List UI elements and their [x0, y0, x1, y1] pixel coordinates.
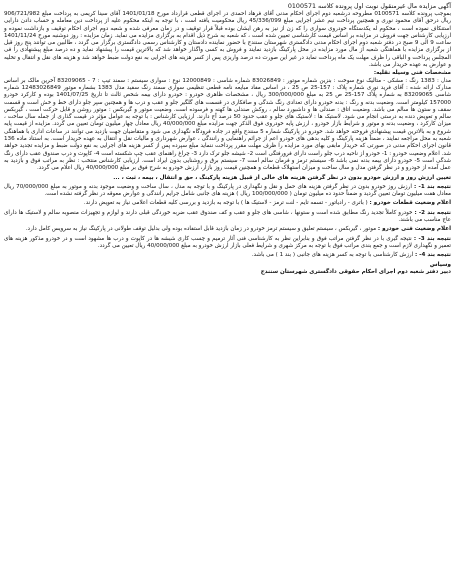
result-label: نتیجه بند 1- :	[414, 183, 452, 190]
result-item	[4, 236, 451, 251]
result-item	[4, 210, 451, 225]
result-label: نتیجه بند 4- :	[414, 252, 451, 259]
result-item	[4, 226, 451, 233]
result-text: ارزش روز خودرو بدون در نظر گرفتن هزینه های حمل و نقل و نگهداری در پارکینگ و با توجه به مدل ، سال ساخت و وضعیت موجود بدنه و موتور به مبلغ 70/000/000 ریال معادل هفت میلیون تومان تعیین گردید و ضمناً حدود ده میلیون تومان ( 100/000/000 ریال ) هزینه های جانبی شامل جرایم رانندگی و عوارض معوقه در نظر گرفته نشده است.	[4, 183, 451, 198]
result-text: ارزش کارشناسی با توجه به کسر هزینه های جانبی ( بند 1 ) می باشد.	[251, 252, 414, 259]
result-label: اعلام وضعیت فنی خودرو :	[377, 226, 451, 233]
result-item	[4, 184, 451, 199]
results-list	[4, 184, 451, 260]
result-label: نتیجه بند 3- :	[413, 235, 451, 242]
assessment-heading: تعیین ارزش روز و ارزش خودرو بدون در نظر گرفتن هزینه های خالی از قبیل هزینه پارکینگ ، حق و انتقال ، بیمه ، ثبت ، ...	[113, 174, 451, 181]
result-item	[4, 252, 451, 259]
result-label: اعلام وضعیت قطعات خودرو :	[369, 200, 451, 207]
notice-title: آگهی مزایده مال غیرمنقول نوبت اول پرونده کلاسه 0100571	[287, 3, 451, 10]
result-label: نتیجه بند 2- :	[414, 209, 452, 216]
result-text: نتیجه گیری با در نظر گرفتن مراتب فوق و بنابراین نظر به کارشناسی فنی آثار ترمیم و چسب کاری شیشه ها در کاپوت و درب ها مشهود است و در خودرو مذکور هزینه های تعمیر و نگهداری لازم است و جمع بندی مراتب فوق با توجه به مرکز شهری و شرایط فعلی بازار ارزش خودرو به مبلغ 40/000/000 ریال تعیین می گردد.	[4, 235, 451, 249]
result-text: موتور ، گیربکس ، سیستم تعلیق و سیستم ترمز خودرو در زمان بازدید قابل استفاده بوده ولی بدلیل توقف طولانی در پارکینگ نیاز به سرویس کامل دارد.	[25, 226, 377, 233]
result-item	[4, 200, 451, 207]
signature-line: دبیر دفتر شعبه دوم اجرای احکام حقوقی دادگستری شهرستان سنندج	[260, 268, 451, 275]
result-text: ( باتری - رادیاتور - تسمه تایم - لنت ترمز - لاستیک ها ) با توجه به بازدید و بررسی کلیه قطعات اعلامی نیاز به تعویض دارند.	[83, 200, 368, 207]
case-intro-paragraph: بموجب پرونده کلاسه 0100571 مطروحه درشعبه دوم اجرای احکام مدنی آقای فرهاد احمدی در اجرای قطعی قرارداد مورخ 1401/01/18 آقای سینا کریمی به پرداخت مبلغ 906/721/982 ریال درحق آقای محمود نوری و همچنین پرداخت نیم عشر اجرایی مبلغ 45/336/099 ریال محکومیت یافته است ، با توجه به اینکه محکوم علیه از پرداخت دین معامله و حساب دادن دارایی استنکاف نموده است ، محکوم له یکدستگاه خودروی سواری را که زن از نیز به رهن ایشان بوده قبلاً قرار توقیف و در زمان معرفی شده و شعبه دوم اجرای احکام توقیف و بازداشت نموده و ارزیابی کارشناس جهت فروش در مزایده بر اساس قیمت کارشناسی تعیین شده است ، که شعبه به شرح ذیل اقدام به برگزاری مزایده می نماید. زمان مزایده : روز دوشنبه مورخ 1401/11/24 ساعت 9 الی 9 صبح در دفتر شعبه دوم اجرای احکام مدنی دادگستری شهرستان سنندج با حضور نماینده دادستان و کارشناس رسمی دادگستری برگزار می گردد ، طالبین می توانند پنج روز قبل از برگزاری مزایده با هماهنگی شعبه از مال مورد مزایده در محل پارکینگ بازدید نمایند و فروش به کسی واگذار خواهد شد که بالاترین قیمت را پیشنهاد نماید و ده درصد مبلغ پیشنهادی را فی المجلس پرداخت و الباقی را ظرف مهلت یک ماه پرداخت نماید در غیر این صورت ده درصد واریزی پس از کسر هزینه های اجرایی به نفع دولت ضبط خواهد شد و هزینه های نقل و انتقال و تخلیه و عوارض به عهده خریدار می باشد.	[4, 11, 452, 69]
signature-word: وسیاس	[429, 261, 451, 268]
specs-paragraph: مدل : 1383 رنگ : مشکی - متالیک نوع سوخت : بنزین شماره موتور : 83026849 شماره شاسی : 12000849 نوع : سواری سیستم : سمند تیپ : 7 - 83209065 آخرین مالک بر اساس مدارک ارائه شده : آقای فرید نوری شماره پلاک : 157-25 ص 25 ، در اساس مفاد مبایعه نامه قطعی تنظیمی سواری سمند رنگ سفید مدل 1383 بشماره موتور 12483026849 شماره شاسی 83209065 به شماره پلاک 157-25 ص 25 به مبلغ 300/000/000 ریال ، مشخصات ظاهری خودرو : خودرو دارای بیمه شخص ثالث تا تاریخ 1401/07/25 بوده و کارکرد خودرو 157000 کیلومتر است. وضعیت بدنه و رنگ : بدنه خودرو دارای تعدادی رنگ شدگی و صافکاری در قسمت های گلگیر جلو و عقب و درب ها و همچنین سپر جلو دارای خط و خش است و قسمت سقف و ستون ها سالم می باشد. وضعیت اتاق : صندلی ها و داشبورد سالم ، روکش صندلی ها کهنه و فرسوده است. وضعیت موتور و گیربکس : موتور روشن و قابل حرکت است ، گیربکس سالم و تعویض دنده به درستی انجام می شود. لاستیک ها : لاستیک های جلو و عقب حدود 50 درصد آج دارند. ارزیابی کارشناس : با توجه به عوامل مؤثر در قیمت گذاری از جمله سال ساخت ، میزان کارکرد ، وضعیت بدنه و موتور و شرایط بازار خودرو ، ارزش پایه خودروی فوق الذکر جهت مزایده مبلغ 40/000/000 ریال معادل چهار میلیون تومان تعیین می گردد. مزایده از قیمت پایه شروع و به بالاترین قیمت پیشنهادی فروخته خواهد شد. خودرو در پارکینگ شماره 5 سنندج واقع در جاده فرودگاه نگهداری می شود و متقاضیان جهت بازدید می توانند در ساعات اداری با هماهنگی شعبه به محل مراجعه نمایند ، ضمناً هزینه پارکینگ و کلیه بدهی های خودرو اعم از جرائم راهنمایی و رانندگی ، عوارض شهرداری و مالیات نقل و انتقال به عهده خریدار است. به استناد ماده 136 قانون اجرای احکام مدنی در صورتی که خریدار مابقی بهای مورد مزایده را ظرف مهلت مقرر پرداخت ننماید مبلغ سپرده پس از کسر هزینه های اجرایی به نفع دولت ضبط و مزایده تجدید خواهد شد. اعلام وضعیت خودرو : 1- خودرو از ناحیه درب جلو راست دارای فرورفتگی است 2- شیشه جلو ترک دارد 3- چراغ راهنمای عقب چپ شکسته است 4- کاپوت و درب صندوق عقب دارای رنگ شدگی است 5- خودرو دارای بیمه بدنه نمی باشد 6- سیستم ترمز و فرمان سالم است 7- سیستم برق و روشنایی بدون ایراد است. ارزیابی کارشناس منتخب : نظر به مراتب فوق و بازدید به عمل آمده از خودرو و در نظر گرفتن مدل و سال ساخت و میزان استهلاک قطعات و همچنین قیمت روز بازار، ارزش خودرو به شرح فوق بر مبلغ 40/000/000 ریال اعلام می گردد.	[4, 77, 452, 172]
result-text: خودرو کاملاً تجدید رنگ مطابق شده است و ستونها ، شاسی های جلو و عقب و کف صندوق عقب ضربه خوردگی قبلی دارند و لوازم و تجهیزات منصوبه سالم و لاستیک ها دارای عاج مناسب می باشند.	[4, 209, 451, 224]
specs-heading: مشخصات فنی وسیله نقلیه:	[373, 70, 451, 77]
